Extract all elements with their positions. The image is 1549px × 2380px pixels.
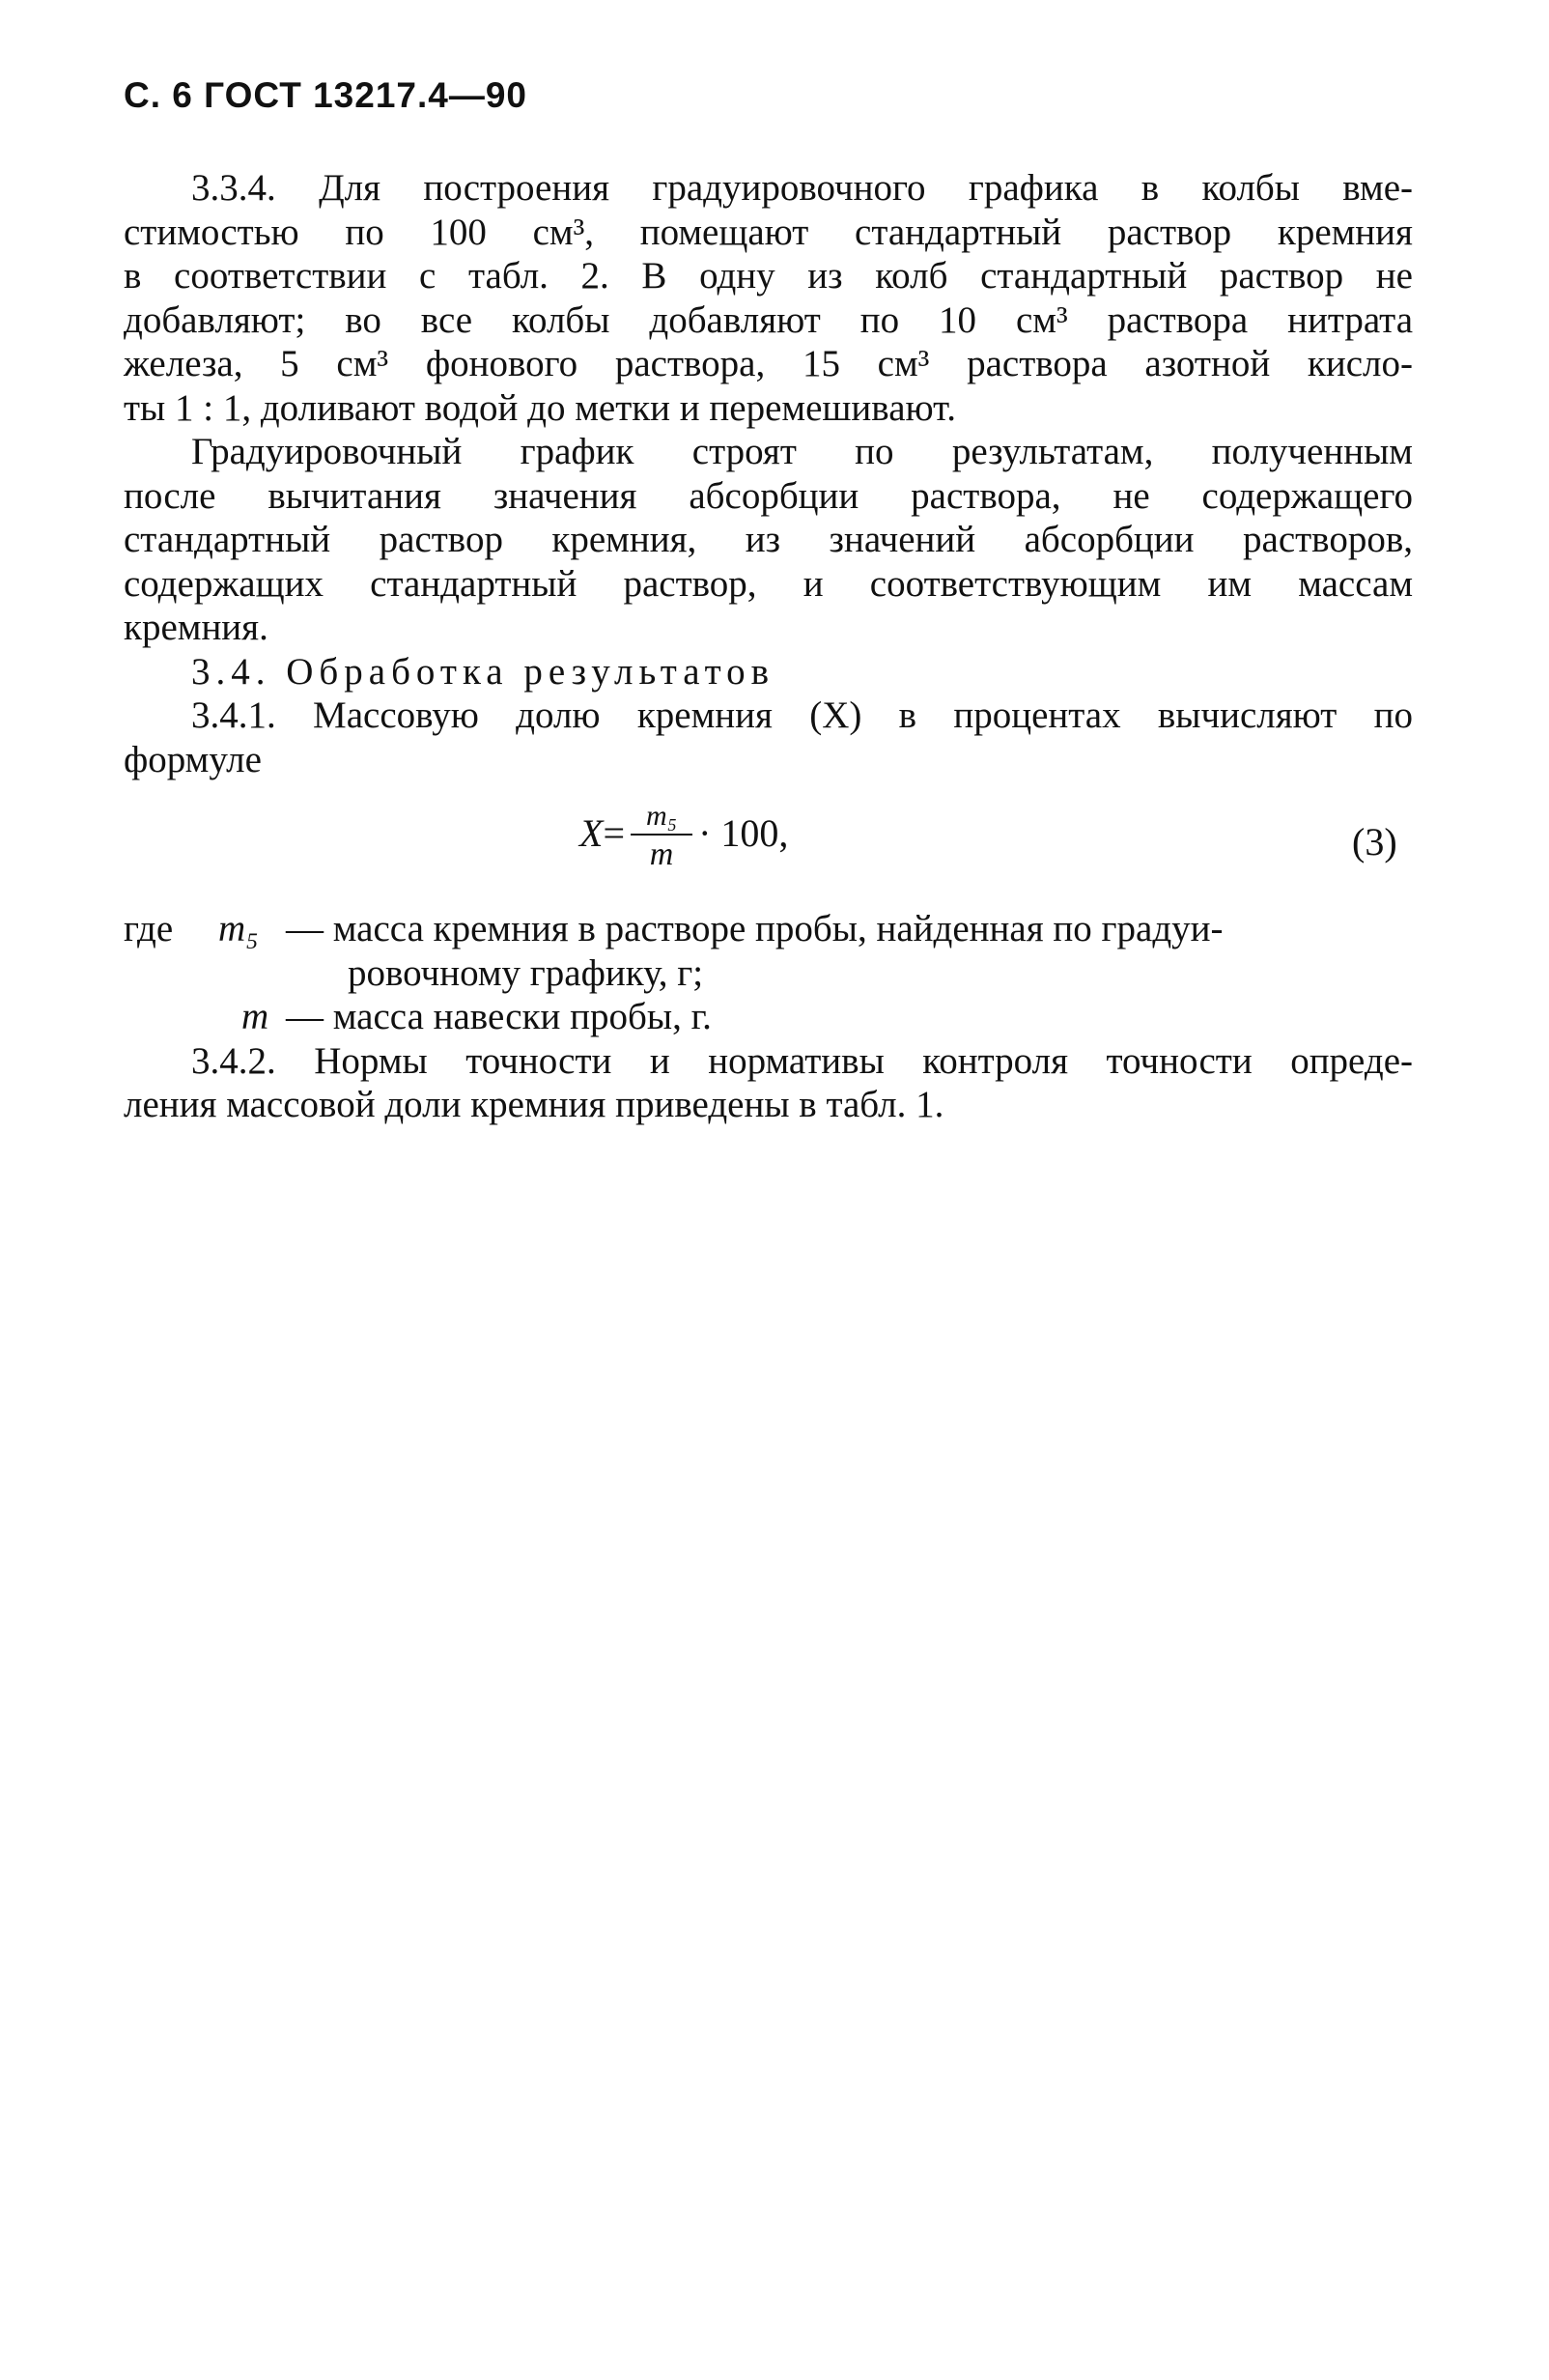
text-line: в соответствии с табл. 2. В одну из колб стандартный раствор не [124,255,1413,297]
definition-text: ровочному графику, г; [348,951,704,994]
definition-symbol: m₅ [218,908,259,949]
text-line: добавляют; во все колбы добавляют по 10 см³ раствора нитрата [124,298,1413,341]
definition-text: — масса навески пробы, г. [286,996,712,1037]
text-line: кремния. [124,607,268,648]
text-line: 3.3.4. Для построения градуировочного графика в колбы вме- [191,167,1413,209]
paragraph-3-3-4 [124,166,1413,430]
text-line: содержащих стандартный раствор, и соответствующим им массам [124,562,1413,605]
equation-number: (3) [1352,820,1397,864]
text-line: 3.4.2. Нормы точности и нормативы контроля точности опреде- [191,1039,1413,1082]
text-line: железа, 5 см³ фонового раствора, 15 см³ раствора азотной кисло- [124,343,1413,384]
text-line: после вычитания значения абсорбции раствора, не содержащего [124,474,1413,517]
text-line: ты 1 : 1, доливают водой до метки и перемешивают. [124,386,956,429]
text-line: стандартный раствор кремния, из значений абсорбции растворов, [124,519,1413,560]
formula-equals: = [603,811,625,856]
definition-intro: где [124,908,174,949]
definition-symbol: m [241,996,269,1037]
definitions [124,907,1413,1039]
definition-row [124,995,1413,1039]
section-title-3-4: 3.4. Обработка результатов [191,650,775,693]
text-line: формуле [124,738,262,780]
definition-row [124,951,1413,996]
formula-denominator: m [649,836,674,872]
page-header: С. 6 ГОСТ 13217.4—90 [124,75,527,115]
formula-numerator: m₅ [631,801,692,836]
formula-block [124,791,1413,907]
text-line: Градуировочный график строят по результатам, полученным [191,431,1413,472]
paragraph-3-4-1 [124,694,1413,781]
definition-text: — масса кремния в растворе пробы, найденная по градуи- [286,908,1224,949]
formula-multiplier: · 100, [698,811,789,856]
formula-fraction [631,801,692,874]
document-body [124,166,1413,1127]
paragraph-3-4-2 [124,1039,1413,1127]
text-line: ления массовой доли кремния приведены в табл. 1. [124,1084,944,1125]
paragraph-calibration [124,430,1413,650]
text-line: стимостью по 100 см³, помещают стандартный раствор кремния [124,211,1413,253]
definition-row [124,907,1413,951]
formula-lhs: X [579,811,604,856]
text-line: 3.4.1. Массовую долю кремния (X) в процентах вычисляют по [191,694,1413,736]
formula [579,801,788,874]
